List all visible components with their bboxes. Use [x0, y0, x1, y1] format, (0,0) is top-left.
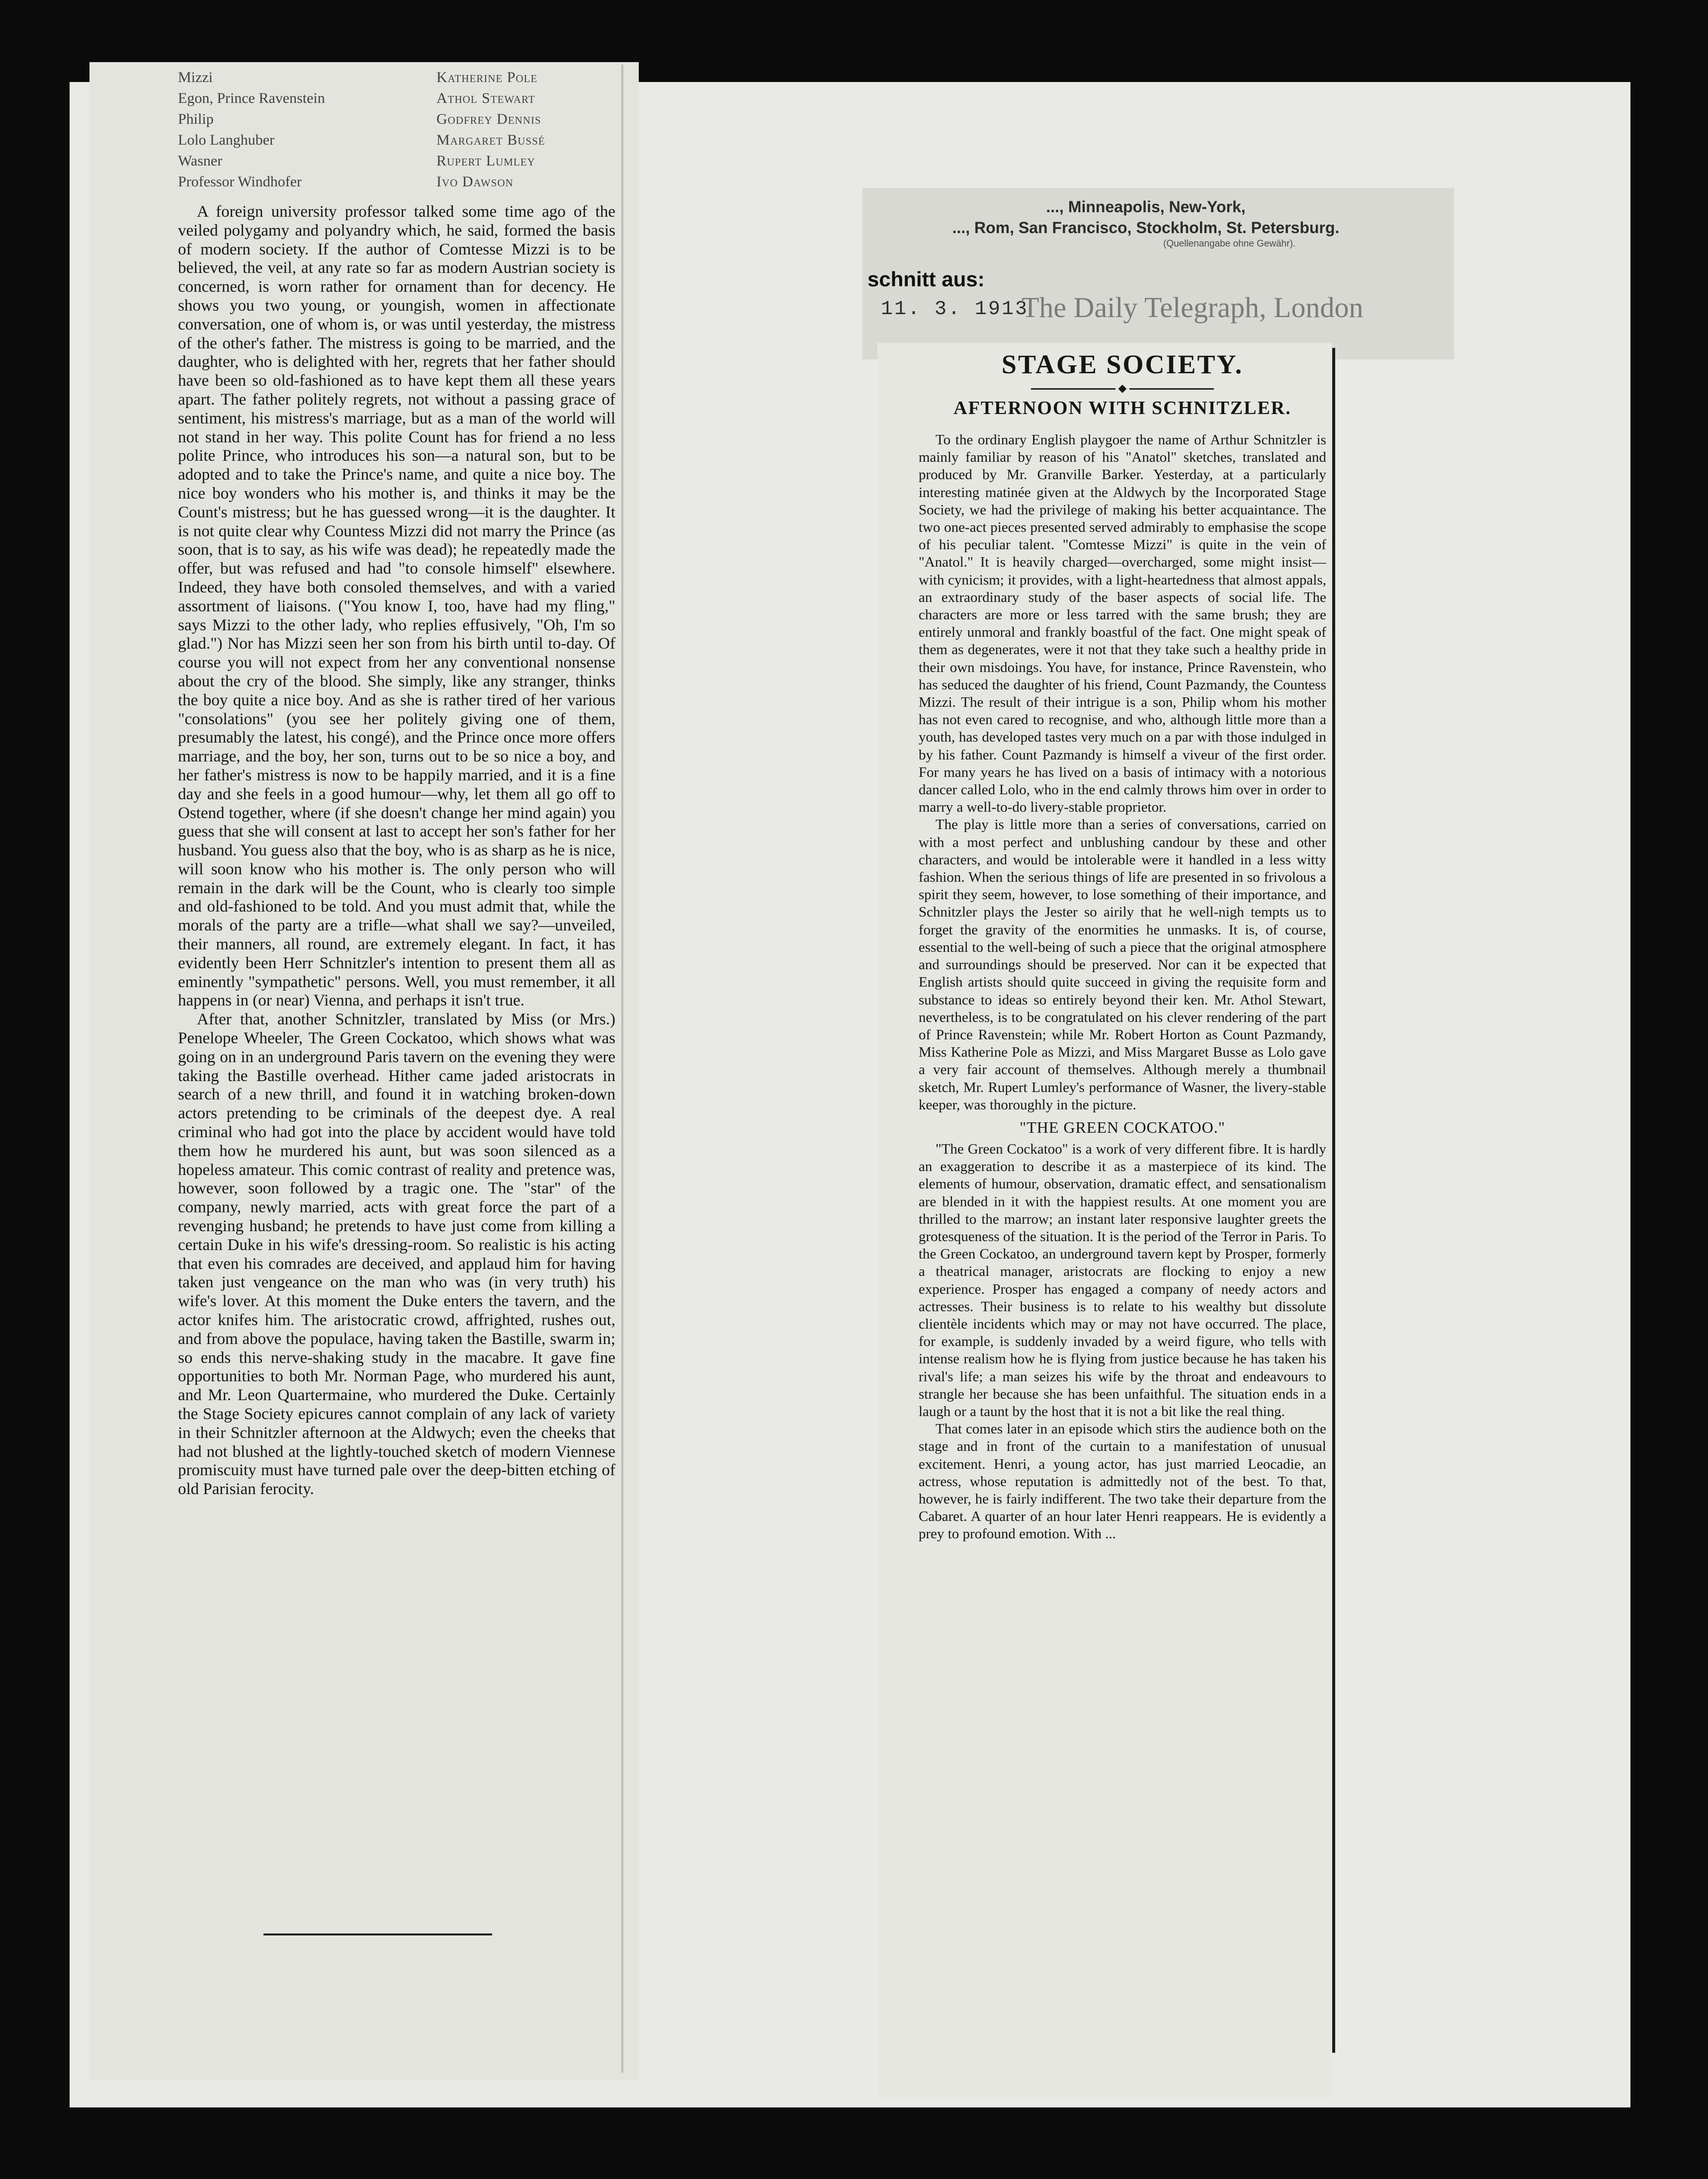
- article-title: STAGE SOCIETY.: [1001, 349, 1244, 379]
- cast-row: [178, 109, 615, 130]
- left-paragraph-green-cockatoo: After that, another Schnitzler, translated by Miss (or Mrs.) Penelope Wheeler, The Green Cockatoo, which shows what was going on in an underground Paris tavern on the evening they were taking the Bastille overhead. Hither came jaded aristocrats in search of a new thrill, and found it in watching broken-down actors pretending to be criminals of the deepest dye. A real criminal who had got into the place by accident would have told them how he murdered his aunt, but was soon silenced as a hopeless amateur. This comic contrast of reality and pretence was, however, soon followed by a tragic one. The "star" of the company, newly married, acts with great force the part of a revenging husband; he pretends to have just come from killing a certain Duke in his wife's dressing-room. So realistic is his acting that even his comrades are deceived, and applaud him for having taken just vengeance on the man who was (in very truth) his wife's lover. At this moment the Duke enters the tavern, and the actor knifes him. The aristocratic crowd, affrighted, rushes out, and from above the populace, having taken the Bastille, swarm in; so ends this nerve-shaking study in the macabre. It gave fine opportunities to both Mr. Norman Page, who murdered his aunt, and Mr. Leon Quartermaine, who murdered the Duke. Certainly the Stage Society epicures cannot complain of any lack of variety in their Schnitzler afternoon at the Aldwych; even the cheeks that had not blushed at the lightly-touched sketch of modern Viennese promiscuity must have turned pale over the deep-bitten etching of old Parisian ferocity.: [178, 1010, 615, 1499]
- cast-role: Philip: [178, 111, 214, 127]
- cast-row: [178, 67, 615, 88]
- ausschnitt-label: schnitt aus:: [867, 267, 985, 291]
- section-heading: "THE GREEN COCKATOO.": [1020, 1118, 1225, 1136]
- cast-list: [178, 67, 615, 192]
- cast-row: [178, 130, 615, 151]
- cast-row: [178, 151, 615, 171]
- cast-actor: Athol Stewart: [436, 90, 535, 106]
- cast-role: Egon, Prince Ravenstein: [178, 90, 325, 106]
- cast-role: Mizzi: [178, 69, 213, 85]
- right-review-column: [919, 348, 1326, 1543]
- right-paragraph-1: To the ordinary English playgoer the name of Arthur Schnitzler is mainly familiar by reason of his "Anatol" sketches, translated and produced by Mr. Granville Barker. Yesterday, at a particularly interesting matinée given at the Aldwych by the Incorporated Stage Society, we had the privilege of making his better acquaintance. The two one-act pieces presented served admirably to emphasise the scope of his peculiar talent. "Comtesse Mizzi" is quite in the vein of "Anatol." It is heavily charged—overcharged, some might insist—with cynicism; it provides, with a light-heartedness that almost appals, an extraordinary study of the baser aspects of social life. The characters are more or less tarred with the same brush; they are entirely unmoral and frankly boastful of the fact. One might speak of them as degenerates, were it not that they take such a healthy pride in their own misdoings. You have, for instance, Prince Ravenstein, who has seduced the daughter of his friend, Count Pazmandy, the Countess Mizzi. The result of their intrigue is a son, Philip whom his mother has not even cared to recognise, and who, although little more than a youth, has developed tastes very much on a par with those indulged in by his father. Count Pazmandy is himself a viveur of the first order. For many years he has lived on a basis of intimacy with a notorious dancer called Lolo, who in the end calmly throws him over in order to marry a well-to-do livery-stable proprietor.: [919, 432, 1326, 816]
- cast-role: Wasner: [178, 153, 223, 169]
- cast-actor: Margaret Bussé: [436, 132, 545, 148]
- end-rule: [263, 1933, 492, 1935]
- right-paragraph-4: That comes later in an episode which stirs the audience both on the stage and in front of the curtain to a manifestation of unusual excitement. Henri, a young actor, has just married Leocadie, an actress, whose reputation is admittedly not of the best. To that, however, he is fairly indifferent. The two take their departure from the Cabaret. A quarter of an hour later Henri reappears. He is evidently a prey to profound emotion. With ...: [919, 1421, 1326, 1542]
- left-review-column: [178, 203, 615, 1499]
- newspaper-name: The Daily Telegraph, London: [1022, 291, 1364, 324]
- right-paragraph-3: "The Green Cockatoo" is a work of very different fibre. It is hardly an exaggeration to describe it as a masterpiece of its kind. The elements of humour, observation, dramatic effect, and sensationalism are blended in it with the happiest results. At one moment you are thrilled to the marrow; an instant later responsive laughter greets the grotesqueness of the situation. It is the period of the Terror in Paris. To the Green Cockatoo, an underground tavern kept by Prosper, formerly a theatrical manager, aristocrats are flocking to enjoy a new experience. Prosper has engaged a company of needy actors and actresses. Their business is to relate to his wealthy but dissolute clientèle incidents which may or may not have occurred. The place, for example, is suddenly invaded by a weird figure, who tells with intense realism how he is flying from justice because he has taken his rival's life; a man seizes his wife by the throat and endeavours to strangle her because she has been unfaithful. The situation ends in a laugh or a taunt by the host that it is not a bit like the real thing.: [919, 1141, 1326, 1420]
- cast-row: [178, 88, 615, 109]
- left-paragraph-comtesse-mizzi: A foreign university professor talked some time ago of the veiled polygamy and polyandry which, he said, formed the basis of modern society. If the author of Comtesse Mizzi is to be believed, the veil, at any rate so far as modern Austrian society is concerned, is worn rather for ornament than for decency. He shows you two young, or youngish, women in affectionate conversation, one of whom is, or was until yesterday, the mistress of the other's father. The mistress is going to be married, and the daughter, who is delighted with her, regrets that her father should have been so old-fashioned as to have kept them all these years apart. The father politely regrets, not without a passing grace of sentiment, his mistress's marriage, but as a man of the world will not stand in her way. This polite Count has for friend a no less polite Prince, who introduces his son—a natural son, but to be adopted and to take the Prince's name, and quite a nice boy. The nice boy wonders who his mother is, and thinks it may be the Count's mistress; but he has guessed wrong—it is the daughter. It is not quite clear why Countess Mizzi did not marry the Prince (as soon, that is to say, as his wife was dead); he repeatedly made the offer, but was refused and had "to console himself" elsewhere. Indeed, they have both consoled themselves, and with a varied assortment of liaisons. ("You know I, too, have had my fling," says Mizzi to the other lady, who replies effusively, "Oh, I'm so glad.") Nor has Mizzi seen her son from his birth until to-day. Of course you will not expect from her any conventional nonsense about the cry of the blood. She simply, like any stranger, thinks the boy quite a nice boy. And as she is rather tired of her various "consolations" (you see her politely giving one of them, presumably the latest, his congé), and the Prince once more offers marriage, and the boy, her son, turns out to be so nice a boy, and her father's mistress is now to be happily married, and it is a fine day and she feels in a good humour—why, let them all go off to Ostend together, where (if she doesn't change her mind again) you guess that she will consent at last to accept her son's father for her husband. You guess also that the boy, who is as sharp as he is nice, will soon know who his mother is. The only person who will remain in the dark will be the Count, who is clearly too simple and old-fashioned to be told. And you must admit that, while the morals of the party are a trifle—what shall we say?—unveiled, their manners, all round, are extremely elegant. In fact, it has evidently been Herr Schnitzler's intention to present them all as eminently "sympathetic" persons. Well, you must remember, it all happens in (or near) Vienna, and perhaps it isn't true.: [178, 203, 615, 1010]
- right-paragraph-2: The play is little more than a series of conversations, carried on with a most perfect and unblushing candour by these and other characters, and would be intolerable were it handled in a less witty fashion. When the serious things of life are presented in so frivolous a spirit they seem, however, to lose something of their importance, and Schnitzler plays the Jester so airily that he well-nigh tempts us to forget the gravity of the enormities he unmasks. It is, of course, essential to the well-being of such a piece that the original atmosphere and surroundings should be preserved. Nor can it be expected that English artists should quite succeed in giving the requisite form and substance to ideas so entirely beyond their ken. Mr. Athol Stewart, nevertheless, is to be congratulated on his clever rendering of the part of Prince Ravenstein; while Mr. Robert Horton as Count Pazmandy, Miss Katherine Pole as Mizzi, and Miss Margaret Busse as Lolo gave a very fair account of themselves. Although merely a thumbnail sketch, Mr. Rupert Lumley's performance of Wasner, the livery-stable keeper, was thoroughly in the picture.: [919, 817, 1326, 1113]
- clipping-date: 11. 3. 1913: [881, 298, 1029, 321]
- title-ornament: ◆: [919, 381, 1326, 396]
- cast-role: Lolo Langhuber: [178, 132, 275, 148]
- cast-role: Professor Windhofer: [178, 173, 302, 190]
- column-rule: [1332, 348, 1335, 2053]
- cast-actor: Katherine Pole: [436, 69, 538, 85]
- cast-actor: Godfrey Dennis: [436, 111, 541, 127]
- article-subtitle: AFTERNOON WITH SCHNITZLER.: [953, 398, 1291, 419]
- agency-cities-line-1: ..., Minneapolis, New-York,: [1046, 198, 1246, 216]
- cast-actor: Rupert Lumley: [436, 153, 535, 169]
- source-note: (Quellenangabe ohne Gewähr).: [1163, 239, 1296, 249]
- cast-row: [178, 171, 615, 192]
- agency-cities-line-2: ..., Rom, San Francisco, Stockholm, St. Petersburg.: [952, 219, 1340, 237]
- cast-actor: Ivo Dawson: [436, 173, 513, 190]
- agency-cities: [865, 196, 1427, 238]
- clipping-edge-line: [621, 65, 623, 2073]
